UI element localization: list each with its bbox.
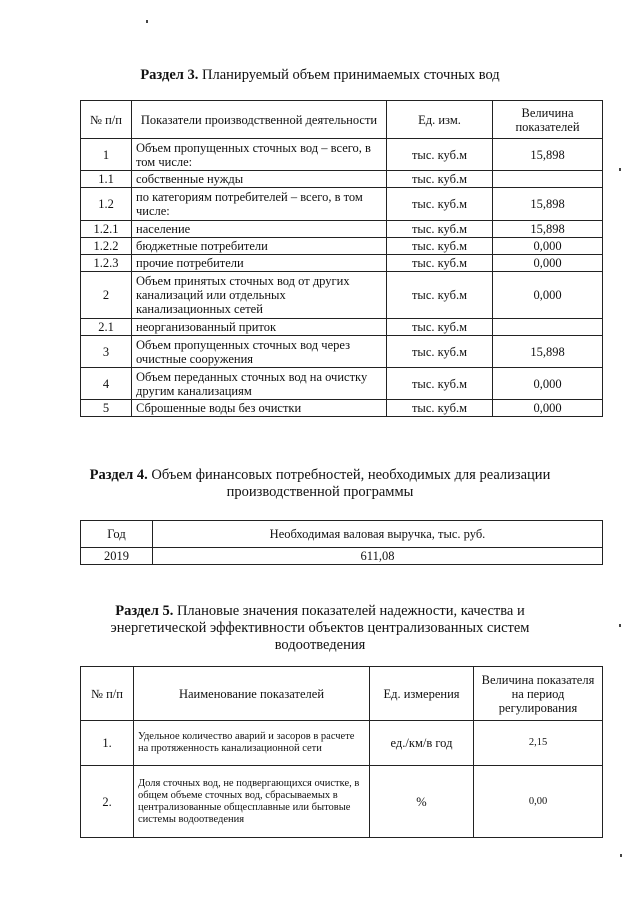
row-number: 5 — [81, 400, 132, 417]
section3-title: Планируемый объем принимаемых сточных вод — [202, 67, 500, 83]
row-indicator: Удельное количество аварий и засоров в расчете на протяженность канализационной сети — [134, 721, 370, 766]
section5-heading-line1 — [0, 603, 640, 620]
row-value: 611,08 — [153, 548, 603, 565]
row-indicator: Объем пропущенных сточных вод через очистные сооружения — [132, 336, 387, 368]
header-cell: Год — [81, 521, 153, 548]
header-cell: Ед. измерения — [370, 667, 474, 721]
section4-label: Раздел 4. — [89, 467, 148, 483]
row-value: 0,000 — [493, 368, 603, 400]
table-row — [81, 171, 603, 188]
row-number: 4 — [81, 368, 132, 400]
header-cell: Наименование показателей — [134, 667, 370, 721]
row-indicator: Объем переданных сточных вод на очистку другим канализациям — [132, 368, 387, 400]
section4-table — [80, 520, 603, 565]
section5-label: Раздел 5. — [115, 603, 174, 619]
row-unit: тыс. куб.м — [387, 319, 493, 336]
row-number: 1.2.1 — [81, 221, 132, 238]
table-header-row — [81, 521, 603, 548]
header-cell: Необходимая валовая выручка, тыс. руб. — [153, 521, 603, 548]
row-number: 1. — [81, 721, 134, 766]
section4-heading-line1 — [0, 467, 640, 484]
scan-speck — [619, 168, 621, 171]
table-row — [81, 548, 603, 565]
row-number: 2 — [81, 272, 132, 319]
table-header-row — [81, 101, 603, 139]
header-cell: Ед. изм. — [387, 101, 493, 139]
row-indicator: по категориям потребителей – всего, в том числе: — [132, 188, 387, 221]
row-unit: тыс. куб.м — [387, 139, 493, 171]
row-value: 2,15 — [474, 721, 603, 766]
scan-speck — [146, 20, 148, 23]
header-cell: Показатели производственной деятельности — [132, 101, 387, 139]
row-indicator: Объем принятых сточных вод от других канализаций или отдельных канализационных сетей — [132, 272, 387, 319]
row-unit: ед./км/в год — [370, 721, 474, 766]
row-unit: тыс. куб.м — [387, 171, 493, 188]
row-indicator: прочие потребители — [132, 255, 387, 272]
table-row — [81, 255, 603, 272]
header-cell: Величина показателя на период регулирования — [474, 667, 603, 721]
table-row — [81, 368, 603, 400]
row-unit: тыс. куб.м — [387, 221, 493, 238]
table-row — [81, 139, 603, 171]
row-unit: тыс. куб.м — [387, 188, 493, 221]
table-row — [81, 221, 603, 238]
row-indicator: неорганизованный приток — [132, 319, 387, 336]
row-indicator: собственные нужды — [132, 171, 387, 188]
section3-label: Раздел 3. — [140, 67, 199, 83]
row-unit: тыс. куб.м — [387, 272, 493, 319]
row-indicator: Объем пропущенных сточных вод – всего, в том числе: — [132, 139, 387, 171]
section3-table — [80, 100, 603, 417]
row-indicator: бюджетные потребители — [132, 238, 387, 255]
section5-title-line2: энергетической эффективности объектов централизованных систем — [110, 620, 530, 636]
row-value: 15,898 — [493, 336, 603, 368]
row-value: 0,000 — [493, 238, 603, 255]
table-row — [81, 272, 603, 319]
row-value: 0,000 — [493, 255, 603, 272]
table-row — [81, 400, 603, 417]
table-header-row — [81, 667, 603, 721]
row-value — [493, 171, 603, 188]
row-value: 0,000 — [493, 272, 603, 319]
row-number: 1 — [81, 139, 132, 171]
table-row — [81, 319, 603, 336]
row-number: 2. — [81, 766, 134, 838]
section3-heading — [0, 67, 640, 84]
row-number: 2.1 — [81, 319, 132, 336]
section5-title-line3: водоотведения — [274, 637, 366, 653]
row-number: 1.1 — [81, 171, 132, 188]
row-unit: тыс. куб.м — [387, 238, 493, 255]
table-row — [81, 238, 603, 255]
header-cell: № п/п — [81, 667, 134, 721]
row-number: 3 — [81, 336, 132, 368]
section4-heading — [0, 467, 640, 501]
row-value: 15,898 — [493, 221, 603, 238]
scan-speck — [620, 854, 622, 857]
row-value: 15,898 — [493, 139, 603, 171]
row-unit: тыс. куб.м — [387, 255, 493, 272]
row-unit: % — [370, 766, 474, 838]
section4-title-line2: производственной программы — [226, 484, 414, 500]
table-row — [81, 336, 603, 368]
row-indicator: население — [132, 221, 387, 238]
row-number: 1.2 — [81, 188, 132, 221]
header-cell: Величина показателей — [493, 101, 603, 139]
row-year: 2019 — [81, 548, 153, 565]
row-unit: тыс. куб.м — [387, 400, 493, 417]
table-row — [81, 721, 603, 766]
row-value: 15,898 — [493, 188, 603, 221]
row-value — [493, 319, 603, 336]
row-indicator: Доля сточных вод, не подвергающихся очистке, в общем объеме сточных вод, сбрасываемых в централизованные общесплавные или бытовые системы водоотведения — [134, 766, 370, 838]
section5-table — [80, 666, 603, 838]
row-value: 0,000 — [493, 400, 603, 417]
row-unit: тыс. куб.м — [387, 336, 493, 368]
header-cell: № п/п — [81, 101, 132, 139]
row-number: 1.2.3 — [81, 255, 132, 272]
row-number: 1.2.2 — [81, 238, 132, 255]
row-unit: тыс. куб.м — [387, 368, 493, 400]
section5-heading — [0, 603, 640, 654]
section5-title-line1: Плановые значения показателей надежности, качества и — [176, 603, 525, 619]
row-indicator: Сброшенные воды без очистки — [132, 400, 387, 417]
table-row — [81, 766, 603, 838]
table-row — [81, 188, 603, 221]
section4-title-line1: Объем финансовых потребностей, необходимых для реализации — [151, 467, 551, 483]
row-value: 0,00 — [474, 766, 603, 838]
